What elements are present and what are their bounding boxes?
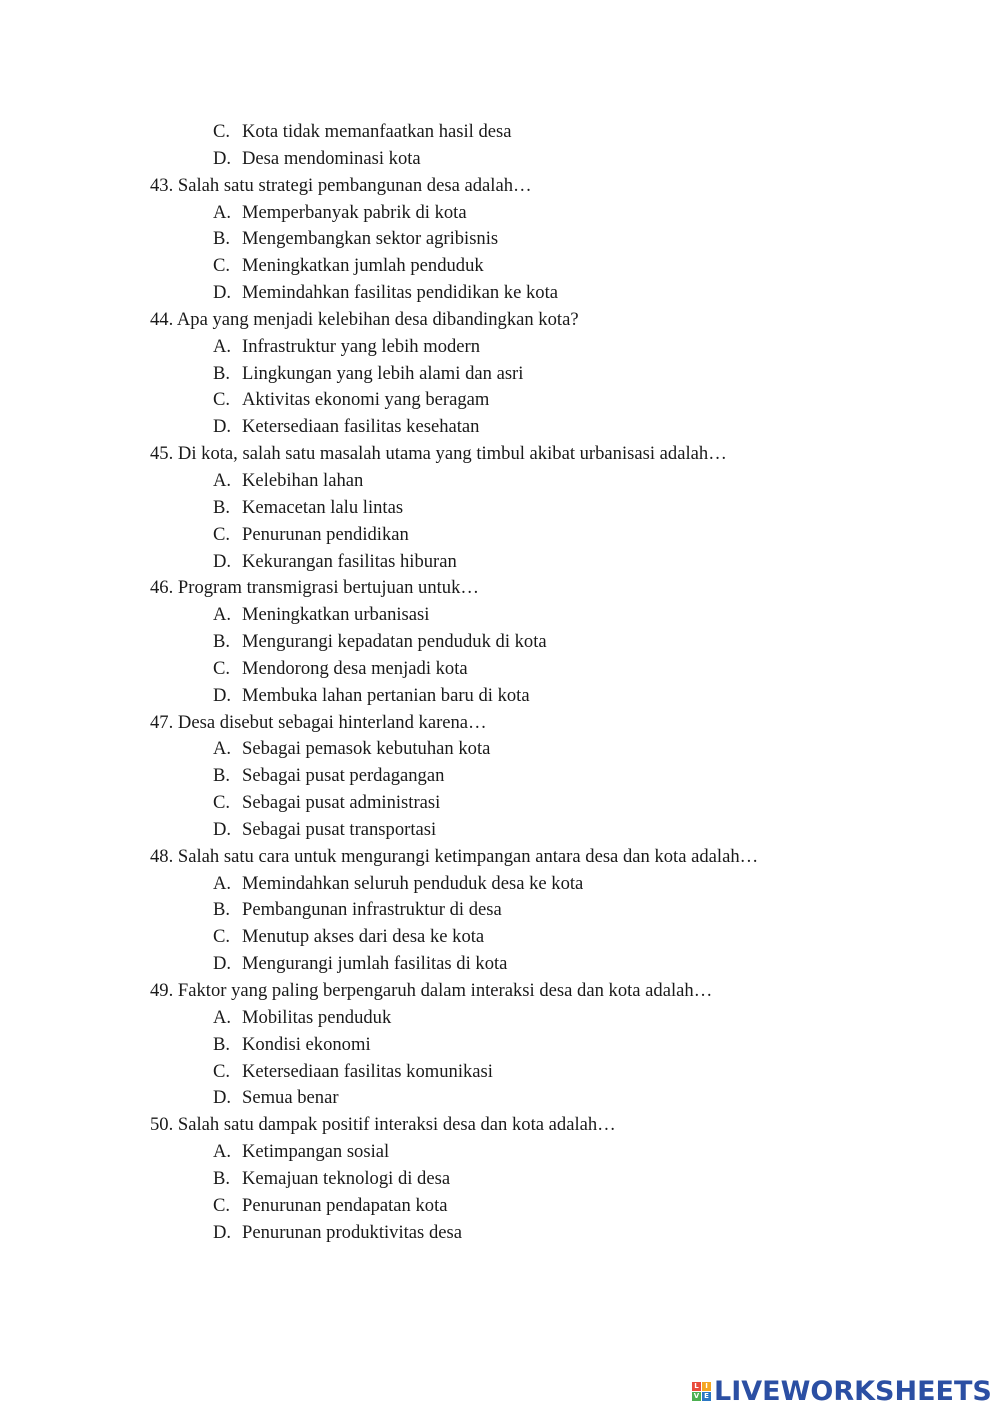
option-letter: D. (213, 282, 232, 304)
option-letter: D. (213, 953, 232, 975)
option-line (0, 1166, 1000, 1193)
option-line (0, 817, 1000, 844)
option-line (0, 602, 1000, 629)
option-line (0, 736, 1000, 763)
option-letter: D. (213, 1087, 232, 1109)
logo-tile: L (692, 1382, 701, 1391)
option-text: Sebagai pusat transportasi (242, 818, 437, 840)
option-letter: B. (213, 631, 231, 653)
option-text: Kelebihan lahan (242, 469, 364, 491)
option-line (0, 1032, 1000, 1059)
option-letter: C. (213, 792, 231, 814)
option-text: Sebagai pemasok kebutuhan kota (242, 738, 491, 760)
option-text: Aktivitas ekonomi yang beragam (242, 389, 490, 411)
question-number: 45. (150, 443, 174, 465)
option-line (0, 763, 1000, 790)
option-text: Penurunan pendapatan kota (242, 1194, 448, 1216)
option-text: Desa mendominasi kota (242, 147, 421, 169)
question-number: 50. (150, 1114, 174, 1136)
option-text: Kondisi ekonomi (242, 1033, 371, 1055)
option-letter: A. (213, 738, 232, 760)
question-text: Salah satu strategi pembangunan desa adalah… (177, 174, 532, 196)
option-line (0, 683, 1000, 710)
option-text: Mengurangi jumlah fasilitas di kota (242, 953, 508, 975)
option-line (0, 387, 1000, 414)
option-line (0, 656, 1000, 683)
option-letter: B. (213, 228, 231, 250)
option-text: Memindahkan fasilitas pendidikan ke kota (242, 282, 559, 304)
option-letter: A. (213, 604, 232, 626)
question-text: Desa disebut sebagai hinterland karena… (177, 711, 487, 733)
option-line (0, 871, 1000, 898)
question-50 (0, 1112, 1000, 1139)
option-letter: D. (213, 147, 232, 169)
liveworksheets-logo-icon (692, 1382, 711, 1401)
option-line (0, 951, 1000, 978)
option-letter: C. (213, 1060, 231, 1082)
option-line (0, 146, 1000, 173)
option-text: Kemajuan teknologi di desa (242, 1167, 451, 1189)
question-text: Apa yang menjadi kelebihan desa dibandingkan kota? (176, 308, 579, 330)
option-text: Penurunan pendidikan (242, 523, 409, 545)
question-text: Di kota, salah satu masalah utama yang timbul akibat urbanisasi adalah… (177, 443, 727, 465)
option-line (0, 897, 1000, 924)
question-45 (0, 441, 1000, 468)
option-letter: C. (213, 523, 231, 545)
question-49 (0, 978, 1000, 1005)
question-number: 47. (150, 711, 174, 733)
option-text: Mengurangi kepadatan penduduk di kota (242, 631, 547, 653)
question-number: 46. (150, 577, 174, 599)
logo-tile: E (702, 1392, 711, 1401)
option-letter: D. (213, 416, 232, 438)
option-text: Infrastruktur yang lebih modern (242, 335, 481, 357)
liveworksheets-watermark (692, 1373, 992, 1409)
option-line (0, 361, 1000, 388)
option-letter: B. (213, 1167, 231, 1189)
question-44 (0, 307, 1000, 334)
option-line (0, 522, 1000, 549)
option-text: Meningkatkan jumlah penduduk (242, 255, 484, 277)
option-line (0, 790, 1000, 817)
option-letter: D. (213, 818, 232, 840)
option-line (0, 280, 1000, 307)
option-letter: C. (213, 255, 231, 277)
option-text: Kota tidak memanfaatkan hasil desa (242, 121, 512, 142)
option-text: Mendorong desa menjadi kota (242, 657, 468, 679)
option-line (0, 549, 1000, 576)
question-number: 48. (150, 845, 174, 867)
option-line (0, 495, 1000, 522)
option-text: Mobilitas penduduk (242, 1006, 392, 1028)
option-text: Penurunan produktivitas desa (242, 1221, 462, 1243)
option-letter: A. (213, 1006, 232, 1028)
option-text: Mengembangkan sektor agribisnis (242, 228, 499, 250)
option-line (0, 119, 1000, 146)
option-line (0, 1220, 1000, 1247)
option-letter: C. (213, 389, 231, 411)
option-text: Ketimpangan sosial (242, 1141, 390, 1163)
logo-tile: I (702, 1382, 711, 1391)
option-letter: C. (213, 121, 231, 142)
logo-tile: V (693, 1391, 700, 1400)
option-text: Sebagai pusat perdagangan (242, 765, 445, 787)
option-text: Sebagai pusat administrasi (242, 792, 441, 814)
option-line (0, 1085, 1000, 1112)
option-line (0, 414, 1000, 441)
option-text: Kemacetan lalu lintas (242, 496, 404, 518)
option-letter: D. (213, 1221, 232, 1243)
option-letter: B. (213, 1033, 231, 1055)
option-line (0, 924, 1000, 951)
question-number: 44. (150, 308, 174, 330)
option-line (0, 1139, 1000, 1166)
question-number: 49. (150, 980, 174, 1001)
option-letter: B. (213, 899, 231, 921)
question-48 (0, 844, 1000, 871)
option-letter: A. (213, 335, 232, 357)
question-43 (0, 173, 1000, 200)
question-text: Program transmigrasi bertujuan untuk… (177, 577, 479, 599)
question-number: 43. (150, 174, 174, 196)
option-letter: D. (213, 550, 232, 572)
option-text: Semua benar (242, 1087, 339, 1109)
worksheet-page (0, 119, 1000, 1246)
option-line (0, 468, 1000, 495)
question-47 (0, 710, 1000, 737)
option-line (0, 629, 1000, 656)
option-text: Menutup akses dari desa ke kota (242, 926, 485, 948)
question-text: Faktor yang paling berpengaruh dalam interaksi desa dan kota adalah… (177, 980, 713, 1001)
option-letter: A. (213, 1141, 232, 1163)
option-text: Memindahkan seluruh penduduk desa ke kota (242, 872, 584, 894)
option-text: Ketersediaan fasilitas komunikasi (242, 1060, 493, 1082)
option-text: Membuka lahan pertanian baru di kota (242, 684, 530, 706)
option-letter: D. (213, 684, 232, 706)
option-letter: A. (213, 469, 232, 491)
option-letter: B. (213, 765, 231, 787)
option-line (0, 1005, 1000, 1032)
option-letter: C. (213, 1194, 231, 1216)
option-letter: B. (213, 362, 231, 384)
option-text: Kekurangan fasilitas hiburan (242, 550, 457, 572)
option-text: Ketersediaan fasilitas kesehatan (242, 416, 480, 438)
question-46 (0, 575, 1000, 602)
option-letter: C. (213, 657, 231, 679)
question-text: Salah satu cara untuk mengurangi ketimpangan antara desa dan kota adalah… (177, 845, 759, 867)
option-letter: C. (213, 926, 231, 948)
option-text: Memperbanyak pabrik di kota (242, 201, 467, 223)
option-text: Lingkungan yang lebih alami dan asri (242, 362, 524, 384)
option-line (0, 226, 1000, 253)
option-text: Meningkatkan urbanisasi (242, 604, 430, 626)
liveworksheets-wordmark: LIVEWORKSHEETS (714, 1375, 992, 1407)
option-letter: B. (213, 496, 231, 518)
option-line (0, 1193, 1000, 1220)
option-line (0, 1059, 1000, 1086)
option-line (0, 253, 1000, 280)
option-letter: A. (213, 872, 232, 894)
option-line (0, 200, 1000, 227)
option-letter: A. (213, 201, 232, 223)
option-text: Pembangunan infrastruktur di desa (242, 899, 502, 921)
question-text: Salah satu dampak positif interaksi desa dan kota adalah… (177, 1114, 616, 1136)
option-line (0, 334, 1000, 361)
